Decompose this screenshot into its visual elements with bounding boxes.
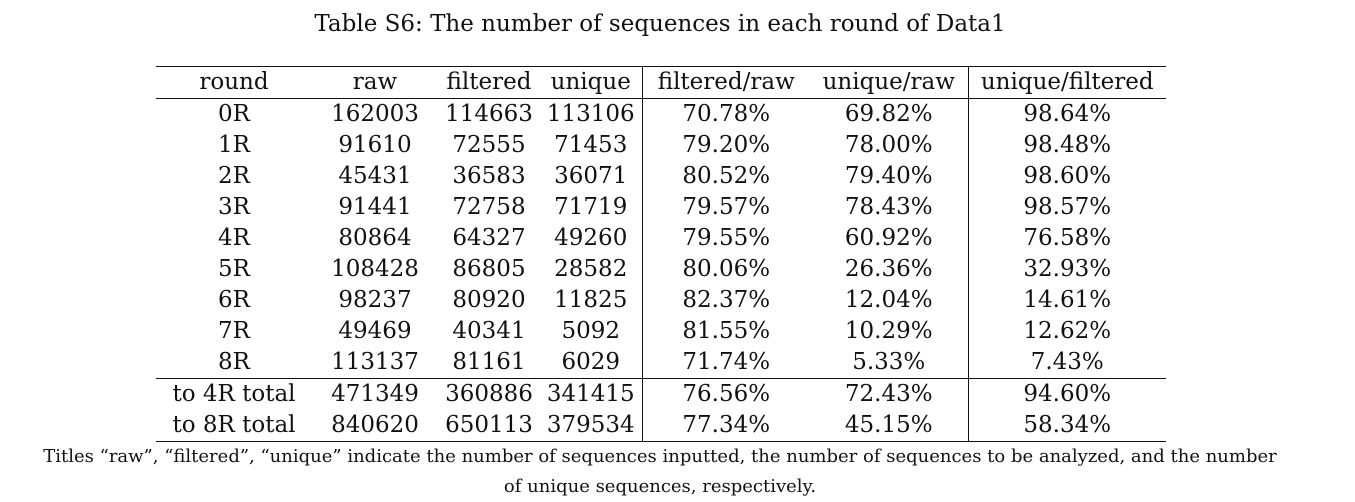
cell-round: 4R [218,225,250,251]
cell-filtered-raw: 76.56% [642,379,810,411]
cell-unique-filtered: 12.62% [1023,318,1112,344]
cell-raw: 471349 [312,379,438,411]
table-row [156,285,1166,316]
cell-filtered: 40341 [452,318,526,344]
cell-filtered-raw: 79.55% [682,225,771,251]
cell-round: 1R [218,132,250,158]
cell-unique-filtered: 98.48% [1023,132,1112,158]
cell-unique-raw: 5.33% [810,347,968,379]
cell-unique: 71453 [540,130,642,161]
cell-raw: 49469 [338,318,412,344]
column-header-unique-raw: unique/raw [810,67,968,99]
total-rows [156,379,1166,442]
cell-unique-filtered: 98.64% [1023,101,1112,127]
cell-filtered: 360886 [438,379,540,411]
cell-unique: 11825 [540,285,642,316]
column-header-round: round [156,67,312,99]
cell-raw: 91610 [338,132,412,158]
cell-filtered-raw: 70.78% [682,101,771,127]
round-rows [156,99,1166,379]
table-row [156,192,1166,223]
cell-unique-filtered: 7.43% [1030,349,1104,375]
table-row [156,130,1166,161]
cell-unique-raw: 79.40% [810,161,968,192]
cell-filtered: 36583 [452,163,526,189]
column-header-filtered: filtered [438,67,540,99]
cell-filtered-raw: 79.20% [682,132,771,158]
cell-unique-raw: 10.29% [810,316,968,347]
cell-raw: 91441 [338,194,412,220]
cell-unique: 28582 [540,254,642,285]
cell-unique-filtered: 32.93% [1023,256,1112,282]
total-row [156,410,1166,442]
cell-round: 5R [218,256,250,282]
cell-unique-filtered: 14.61% [1023,287,1112,313]
cell-raw: 162003 [331,101,419,127]
cell-raw: 840620 [312,410,438,442]
cell-filtered-raw: 80.06% [682,256,771,282]
cell-unique-raw: 72.43% [810,379,968,411]
cell-round: 3R [218,194,250,220]
cell-round: 8R [218,349,250,375]
cell-unique-raw: 60.92% [810,223,968,254]
cell-raw: 108428 [331,256,419,282]
cell-unique: 36071 [540,161,642,192]
cell-unique-filtered: 58.34% [968,410,1166,442]
cell-unique-raw: 45.15% [810,410,968,442]
cell-round: 6R [218,287,250,313]
cell-unique-filtered: 98.60% [1023,163,1112,189]
cell-filtered: 114663 [445,101,533,127]
column-header-raw: raw [312,67,438,99]
cell-unique: 5092 [540,316,642,347]
cell-unique: 49260 [540,223,642,254]
cell-round: 2R [218,163,250,189]
cell-raw: 98237 [338,287,412,313]
cell-filtered-raw: 71.74% [682,349,771,375]
cell-round: 7R [218,318,250,344]
table-header-row [156,67,1166,99]
cell-raw: 45431 [338,163,412,189]
cell-filtered: 86805 [452,256,526,282]
cell-round: to 4R total [156,379,312,411]
table-footnote [0,442,1320,502]
cell-filtered: 72758 [452,194,526,220]
cell-unique: 113106 [540,99,642,131]
cell-filtered-raw: 82.37% [682,287,771,313]
table-caption: Table S6: The number of sequences in each round of Data1 [314,11,1006,37]
cell-filtered-raw: 77.34% [642,410,810,442]
cell-filtered: 72555 [452,132,526,158]
cell-unique-filtered: 76.58% [1023,225,1112,251]
cell-unique: 379534 [540,410,642,442]
table-row [156,99,1166,131]
sequence-count-table [156,66,1166,442]
cell-unique-raw: 78.00% [810,130,968,161]
table-row [156,161,1166,192]
cell-raw: 113137 [331,349,419,375]
table-row [156,223,1166,254]
footnote-line-1: Titles “raw”, “filtered”, “unique” indicate the number of sequences inputted, the number of sequences to be analyzed, and the number [43,446,1277,467]
cell-filtered: 64327 [452,225,526,251]
cell-filtered: 650113 [438,410,540,442]
cell-unique: 71719 [540,192,642,223]
column-header-filtered-raw: filtered/raw [642,67,810,99]
column-header-unique: unique [540,67,642,99]
cell-filtered-raw: 80.52% [682,163,771,189]
cell-round: to 8R total [156,410,312,442]
table-row [156,254,1166,285]
cell-raw: 80864 [338,225,412,251]
column-header-unique-filtered: unique/filtered [968,67,1166,99]
table-row [156,316,1166,347]
cell-unique: 341415 [540,379,642,411]
cell-unique-raw: 69.82% [810,99,968,131]
cell-filtered: 81161 [452,349,526,375]
table-row [156,347,1166,379]
cell-unique: 6029 [540,347,642,379]
cell-filtered-raw: 79.57% [682,194,771,220]
total-row [156,379,1166,411]
footnote-line-2: of unique sequences, respectively. [503,476,817,497]
cell-filtered-raw: 81.55% [682,318,771,344]
cell-unique-raw: 26.36% [810,254,968,285]
cell-unique-raw: 78.43% [810,192,968,223]
cell-unique-filtered: 94.60% [968,379,1166,411]
cell-unique-filtered: 98.57% [1023,194,1112,220]
cell-round: 0R [218,101,250,127]
cell-filtered: 80920 [452,287,526,313]
cell-unique-raw: 12.04% [810,285,968,316]
